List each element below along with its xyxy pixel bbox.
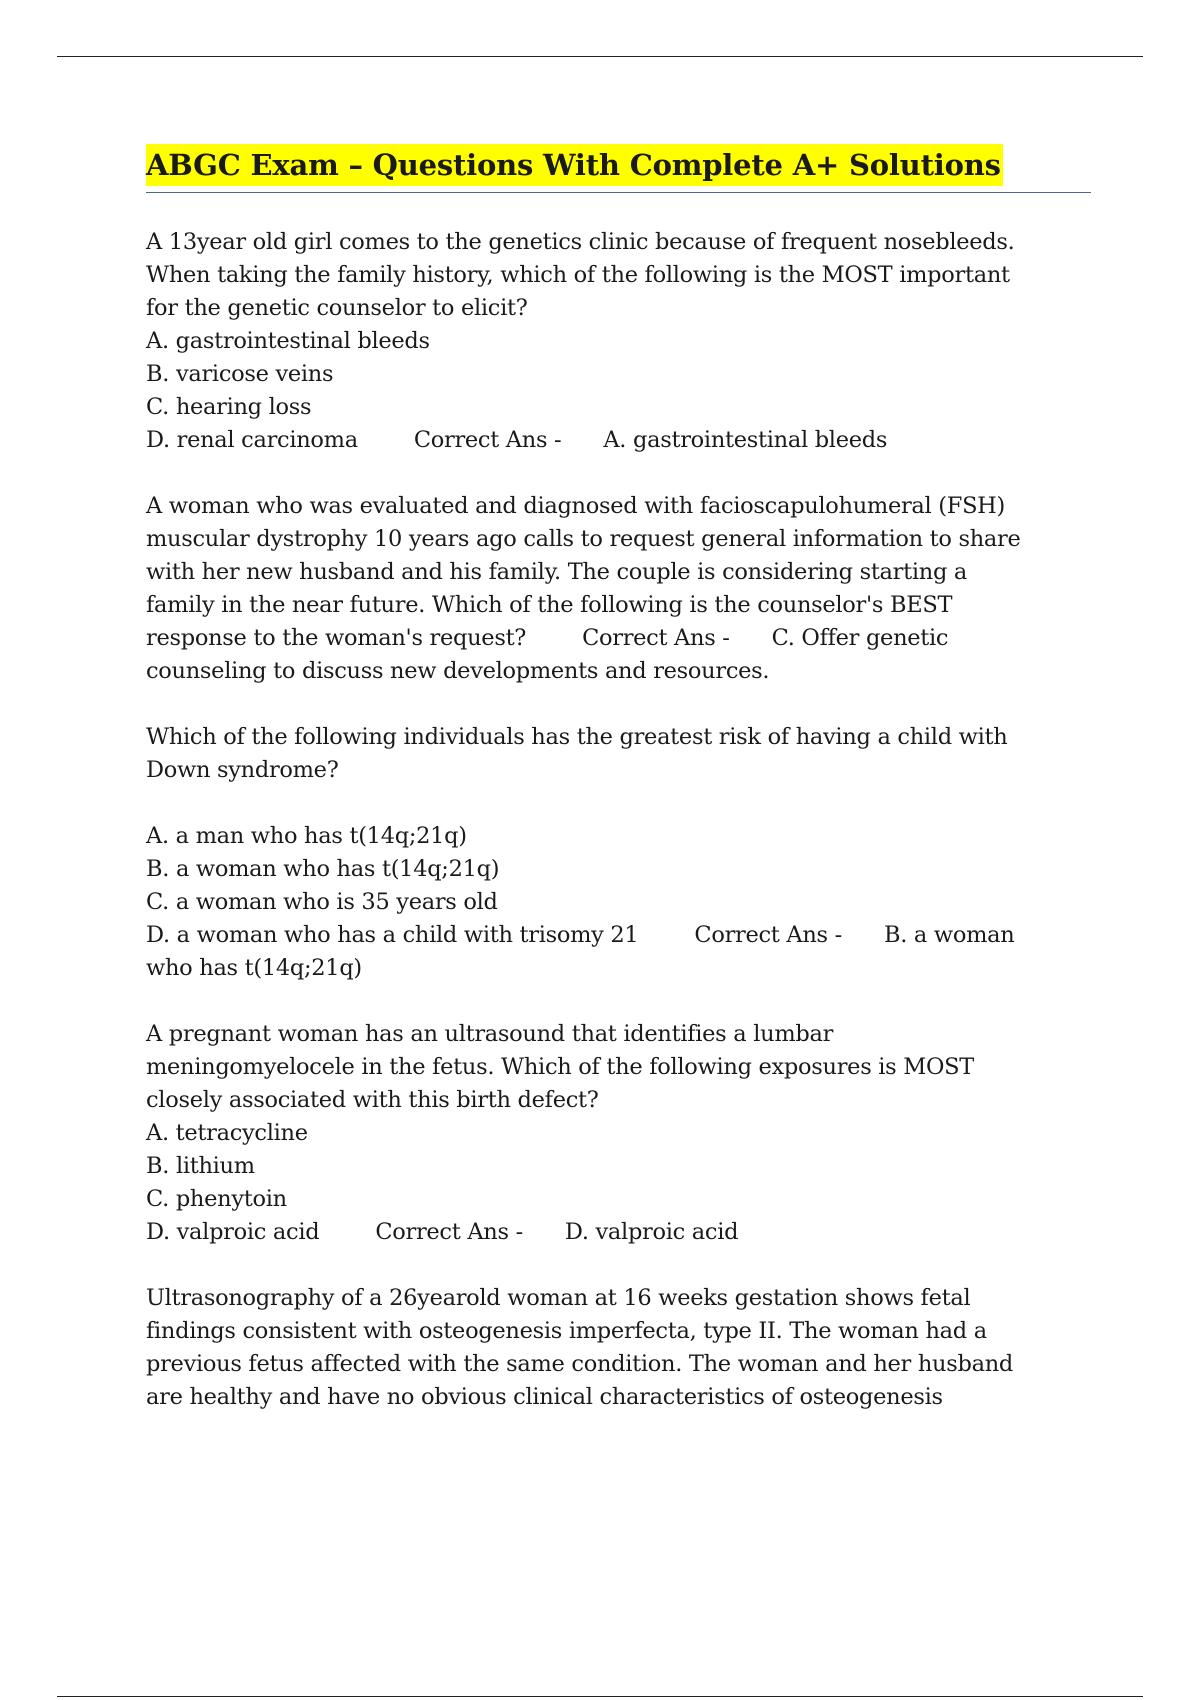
option-d: D. valproic acid [146,1219,320,1245]
question-text-line: are healthy and have no obvious clinical characteristics of osteogenesis [146,1384,943,1410]
question-text-line: When taking the family history, which of the following is the MOST important [146,262,1010,288]
question-list [146,226,1091,1414]
question-text-line: findings consistent with osteogenesis imperfecta, type II. The woman had a [146,1318,987,1344]
footer-rule [57,1696,1143,1697]
answer-marker: Correct Ans - [694,922,842,948]
correct-answer-continued: counseling to discuss new developments and resources. [146,658,770,684]
question-2 [146,490,1091,688]
option-c: C. hearing loss [146,394,312,420]
option-b: B. varicose veins [146,361,334,387]
option-c: C. phenytoin [146,1186,287,1212]
question-4 [146,1018,1091,1249]
option-b: B. lithium [146,1153,255,1179]
header-rule [57,56,1143,57]
document-body [146,144,1091,1447]
question-text-line: A pregnant woman has an ultrasound that identifies a lumbar [146,1021,834,1047]
answer-marker: Correct Ans - [413,427,562,453]
question-text-line: meningomyelocele in the fetus. Which of the following exposures is MOST [146,1054,974,1080]
page-title: ABGC Exam – Questions With Complete A+ Solutions [146,144,1003,186]
answer-marker: Correct Ans - [375,1219,523,1245]
question-text-line: for the genetic counselor to elicit? [146,295,528,321]
option-d-with-answer [146,919,1091,952]
answer-marker: Correct Ans - [582,625,730,651]
question-text-line: family in the near future. Which of the following is the counselor's BEST [146,592,953,618]
option-a: A. gastrointestinal bleeds [146,328,430,354]
option-b: B. a woman who has t(14q;21q) [146,856,500,882]
question-1 [146,226,1091,457]
correct-answer: D. valproic acid [564,1219,739,1245]
question-text-line: Ultrasonography of a 26yearold woman at 16 weeks gestation shows fetal [146,1285,971,1311]
option-d: D. a woman who has a child with trisomy 21 [146,922,639,948]
question-text-line: response to the woman's request? [146,625,527,651]
question-text-line: with her new husband and his family. The couple is considering starting a [146,559,968,585]
question-5 [146,1282,1091,1414]
option-a: A. tetracycline [146,1120,308,1146]
question-text-line: Down syndrome? [146,757,339,783]
question-text-line: previous fetus affected with the same condition. The woman and her husband [146,1351,1013,1377]
correct-answer: A. gastrointestinal bleeds [603,427,888,453]
question-text-line: A 13year old girl comes to the genetics clinic because of frequent nosebleeds. [146,229,1015,255]
option-d-with-answer [146,1216,1091,1249]
question-text-line: closely associated with this birth defect? [146,1087,599,1113]
question-3 [146,721,1091,985]
option-d-with-answer [146,424,1091,457]
question-text-with-answer [146,622,1091,655]
question-text-line: Which of the following individuals has the greatest risk of having a child with [146,724,1008,750]
title-block [146,144,1091,193]
correct-answer: B. a woman [883,922,1015,948]
option-d: D. renal carcinoma [146,427,358,453]
correct-answer: C. Offer genetic [771,625,949,651]
question-text-line: muscular dystrophy 10 years ago calls to request general information to share [146,526,1021,552]
question-text-line: A woman who was evaluated and diagnosed with facioscapulohumeral (FSH) [146,493,1005,519]
option-c: C. a woman who is 35 years old [146,889,498,915]
correct-answer-continued: who has t(14q;21q) [146,955,362,981]
option-a: A. a man who has t(14q;21q) [146,823,467,849]
